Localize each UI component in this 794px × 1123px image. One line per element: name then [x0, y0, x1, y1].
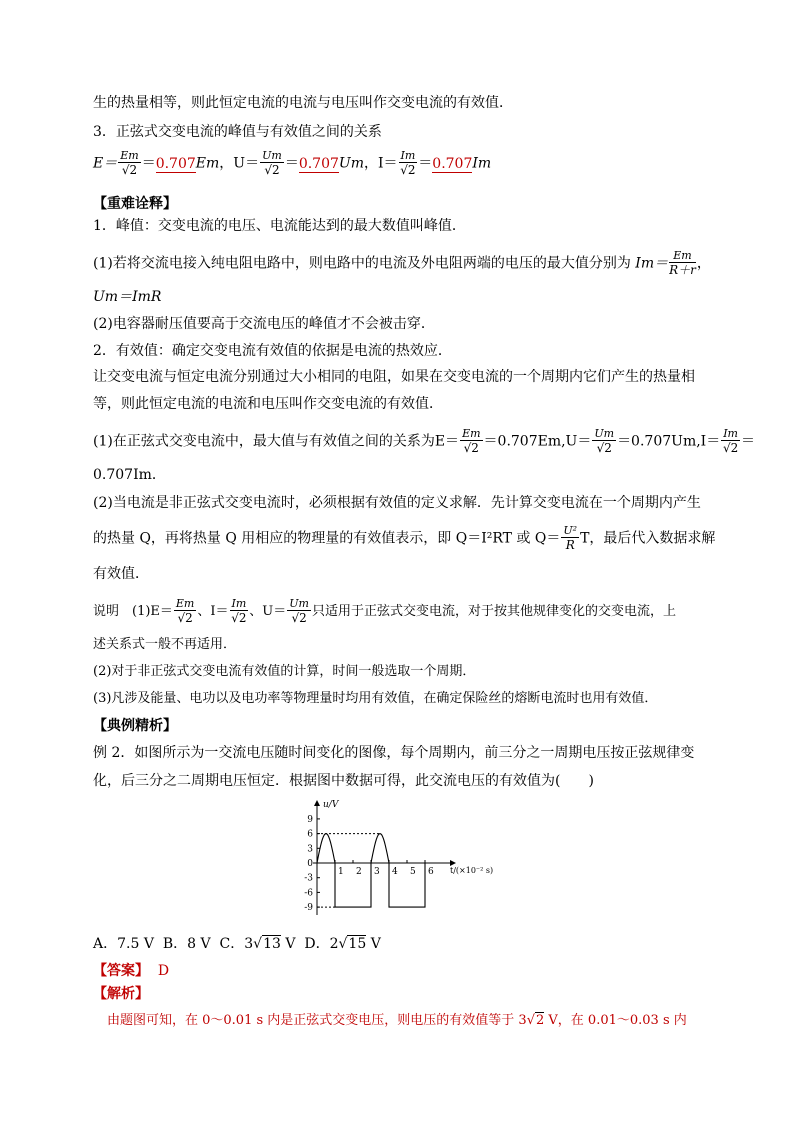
explanation-label: 【解析】: [93, 986, 149, 1002]
note-line: 说明 (1)E＝ $\frac{Em}{√2}$ 、I＝ $\frac{Im}{√2}$ 、U＝ $\frac{Um}{√2}$ 只适用于正弦式交变电流，对于按其他规律变化的交变电流，上: [93, 597, 676, 625]
x-tick-label: 4: [392, 867, 398, 877]
y-tick-label: 9: [307, 814, 313, 825]
option-d: D．2√15 V: [304, 936, 381, 952]
y-tick-label: 6: [307, 829, 313, 840]
text-line: 等，则此恒定电流的电流和电压叫作交变电流的有效值．: [93, 396, 443, 412]
x-tick-label: 3: [374, 867, 380, 877]
text-line: 3．正弦式交变电流的峰值与有效值之间的关系: [93, 124, 382, 140]
text-line: 0.707Im．: [93, 467, 166, 483]
y-tick-label: -9: [304, 903, 313, 914]
y-tick-label: 3: [307, 844, 313, 855]
y-axis-label: u/V: [323, 800, 339, 810]
text-line: (1)在正弦式交变电流中，最大值与有效值之间的关系为E＝ $\frac{Em}{√2}$ ＝0.707Em,U＝ $\frac{Um}{√2}$ ＝0.707Um,I＝ $\frac{Im}{√2}$ ＝: [93, 427, 755, 455]
section-heading: 【典例精析】: [93, 718, 177, 734]
x-tick-label: 6: [428, 867, 434, 877]
x-tick-label: 5: [410, 867, 416, 877]
text-line: 1．峰值：交变电流的电压、电流能达到的最大数值叫峰值．: [93, 218, 466, 234]
answer-line: [93, 962, 169, 980]
y-tick-label: -6: [304, 888, 313, 899]
note-line: (2)对于非正弦式交变电流有效值的计算，时间一般选取一个周期．: [93, 664, 476, 679]
note-line: (3)凡涉及能量、电功以及电功率等物理量时均用有效值，在确定保险丝的熔断电流时也用有效值．: [93, 691, 658, 706]
sine-segment: [371, 834, 389, 863]
text-line: (2)当电流是非正弦式交变电流时，必须根据有效值的定义求解．先计算交变电流在一个周期内产生: [93, 495, 701, 511]
option-a: A．7.5 V: [93, 936, 154, 952]
option-b: B．8 V: [162, 936, 211, 952]
answer-value: D: [157, 963, 170, 979]
text-line: (2)电容器耐压值要高于交流电压的峰值才不会被击穿．: [93, 316, 435, 332]
text-line: (1)若将交流电接入纯电阻电路中，则电路中的电流及外电阻两端的电压的最大值分别为 Im＝ $\frac{Em}{R+r}$ ，: [93, 249, 711, 277]
voltage-time-graph: [295, 795, 515, 925]
answer-label: 【答案】: [93, 963, 149, 979]
options-line: [93, 935, 381, 953]
y-tick-label: -3: [304, 873, 313, 884]
sine-segment: [317, 834, 335, 863]
x-tick-label: 2: [356, 867, 362, 877]
text-line: 让交变电流与恒定电流分别通过大小相同的电阻，如果在交变电流的一个周期内它们产生的热量相: [93, 369, 695, 385]
question-line: 例 2．如图所示为一交流电压随时间变化的图像，每个周期内，前三分之一周期电压按正弦规律变: [93, 745, 695, 761]
text-line: 有效值．: [93, 566, 149, 582]
graph-axes: [313, 800, 493, 915]
text-line: 的热量 Q，再将热量 Q 用相应的物理量的有效值表示，即 Q＝I²RT 或 Q＝ $\frac{\text{U²}}{R}$ T，最后代入数据求解: [93, 524, 716, 552]
option-c: C．3√13 V: [219, 936, 296, 952]
note-line: 述关系式一般不再适用．: [93, 637, 237, 652]
text-line: 生的热量相等，则此恒定电流的电流与电压叫作交变电流的有效值．: [93, 95, 513, 111]
question-line: 化，后三分之二周期电压恒定．根据图中数据可得，此交流电压的有效值为( ): [93, 773, 594, 789]
text-line: 2．有效值：确定交变电流有效值的依据是电流的热效应．: [93, 343, 452, 359]
text-line: Um＝ImR: [93, 289, 162, 305]
y-tick-label: 0: [307, 859, 313, 869]
explanation-text: 由题图可知，在 0～0.01 s 内是正弦式交变电压，则电压的有效值等于 3√2 V，在 0.01～0.03 s 内: [107, 1013, 687, 1028]
section-heading: 【重难诠释】: [93, 196, 177, 212]
x-axis-label: t/(×10⁻² s): [450, 866, 494, 875]
x-tick-label: 1: [338, 867, 344, 877]
formula-line: E＝ $\frac{Em}{√2}$ ＝0.707Em，U＝ $\frac{Um}{√2}$ ＝0.707Um，I＝ $\frac{Im}{√2}$ ＝0.707Im: [93, 149, 492, 177]
